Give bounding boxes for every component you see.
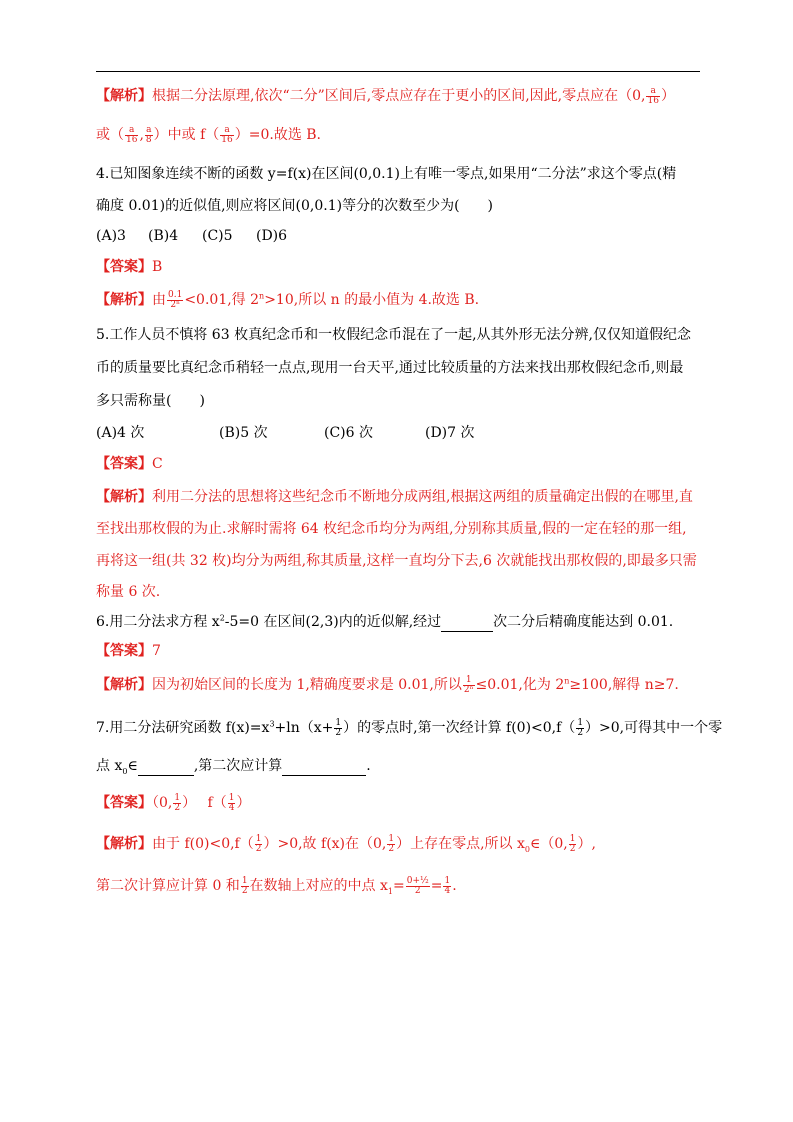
- fraction: $\frac{a}{16}$: [647, 85, 659, 106]
- question-5-text: 多只需称量( ): [96, 393, 205, 409]
- fraction: $\frac{1}{2}$: [577, 717, 584, 738]
- question-7-text: 7.用二分法研究函数 $f(x)=x^3+\ln(x+$ $\frac{1}{2}$ ）的零点时,第一次经计算 f(0)<0,f（ $\frac{1}{2}$ ）>0,可得其中一个零: [96, 717, 723, 738]
- fraction: $\frac{1}{2}$: [174, 792, 181, 813]
- answer-line: 【答案】C: [96, 456, 163, 472]
- question-7-text: 点 $x_0\in$ ,第二次应计算 .: [96, 758, 371, 776]
- solution-line: 至找出那枚假的为止.求解时需将 64 枚纪念币均分为两组,分别称其质量,假的一定在轻的那一组,: [96, 521, 687, 537]
- question-5-text: 5.工作人员不慎将 63 枚真纪念币和一枚假纪念币混在了一起,从其外形无法分辨,仅仅知道假纪念: [96, 327, 691, 343]
- fraction: $\frac{1}{2}$: [241, 875, 248, 896]
- fraction: $\frac{1}{\text{2ⁿ}}$: [463, 674, 474, 695]
- solution-line: 或（ $\frac{a}{16}$ , $\frac{a}{8}$ ）中或 f（ $\frac{a}{16}$ ）=0.故选 B.: [96, 124, 322, 145]
- fraction: $\frac{1}{2}$: [335, 717, 342, 738]
- solution-line: 【解析】利用二分法的思想将这些纪念币不断地分成两组,根据这两组的质量确定出假的在哪里,直: [96, 489, 693, 505]
- question-4-options: [96, 226, 287, 246]
- option-c: (C)6 次: [324, 425, 373, 441]
- header-rule: [96, 71, 700, 72]
- question-6-text: 6.用二分法求方程 $x^2-5=0$ 在区间(2,3)内的近似解,经过 次二分后精确度能达到 0.01.: [96, 613, 674, 630]
- option-c: (C)5: [202, 228, 233, 244]
- solution-line: 第二次计算应计算 0 和 $\frac{1}{2}$ 在数轴上对应的中点 $x_1=$ $\frac{\text{0+½}}{2}$ = $\frac{1}{4}$ .: [96, 875, 457, 896]
- answer-blank: [282, 761, 366, 776]
- fraction: $\frac{1}{4}$: [228, 792, 235, 813]
- fraction: $\frac{a}{16}$: [221, 124, 233, 145]
- solution-line: 称量 6 次.: [96, 584, 161, 600]
- option-d: (D)6: [256, 228, 288, 244]
- question-5-text: 币的质量要比真纪念币稍轻一点点,现用一台天平,通过比较质量的方法来找出那枚假纪念币,则最: [96, 360, 684, 376]
- answer-blank: [441, 617, 493, 632]
- fraction: $\frac{\text{0+½}}{2}$: [406, 875, 429, 896]
- answer-line: 【答案】7: [96, 643, 161, 659]
- question-4-text: 确度 0.01)的近似值,则应将区间(0,0.1)等分的次数至少为( ): [96, 198, 494, 214]
- option-b: (B)5 次: [219, 425, 268, 441]
- fraction: $\frac{0.1}{\text{2ⁿ}}$: [168, 289, 183, 310]
- solution-line: 再将这一组(共 32 枚)均分为两组,称其质量,这样一直均分下去,6 次就能找出那枚假的,即最多只需: [96, 553, 697, 569]
- solution-line: 【解析】由于 f(0)<0,f（ $\frac{1}{2}$ ）>0,故 f(x)在（0, $\frac{1}{2}$ ）上存在零点,所以 $x_0\in(0$, $\frac{1}{2}$ ）,: [96, 833, 596, 854]
- fraction: $\frac{1}{2}$: [388, 833, 395, 854]
- question-5-options: [96, 423, 475, 443]
- answer-line: 【答案】B: [96, 259, 163, 275]
- option-a: (A)3: [96, 228, 126, 244]
- option-a: (A)4 次: [96, 425, 145, 441]
- fraction: $\frac{1}{2}$: [255, 833, 262, 854]
- answer-blank: [138, 761, 194, 776]
- solution-line: 【解析】由 $\frac{0.1}{\text{2ⁿ}}$ <0.01,得 $2^n>10$,所以 n 的最小值为 4.故选 B.: [96, 289, 480, 310]
- fraction: $\frac{1}{4}$: [444, 875, 451, 896]
- fraction: $\frac{a}{8}$: [145, 124, 152, 145]
- option-b: (B)4: [148, 228, 179, 244]
- question-4-text: 4.已知图象连续不断的函数 y=f(x)在区间(0,0.1)上有唯一零点,如果用“二分法”求这个零点(精: [96, 166, 677, 182]
- fraction: $\frac{1}{2}$: [569, 833, 576, 854]
- solution-line: 【解析】根据二分法原理,依次“二分”区间后,零点应存在于更小的区间,因此,零点应在（0, $\frac{a}{16}$ ）: [96, 85, 675, 106]
- fraction: $\frac{a}{16}$: [126, 124, 138, 145]
- answer-line: 【答案】（0, $\frac{1}{2}$ ） f（ $\frac{1}{4}$ ）: [96, 792, 251, 813]
- solution-line: 【解析】因为初始区间的长度为 1,精确度要求是 0.01,所以 $\frac{1}{\text{2ⁿ}}$ ≤0.01,化为 $2^n\ge 100$,解得 n≥7.: [96, 674, 679, 695]
- option-d: (D)7 次: [425, 425, 475, 441]
